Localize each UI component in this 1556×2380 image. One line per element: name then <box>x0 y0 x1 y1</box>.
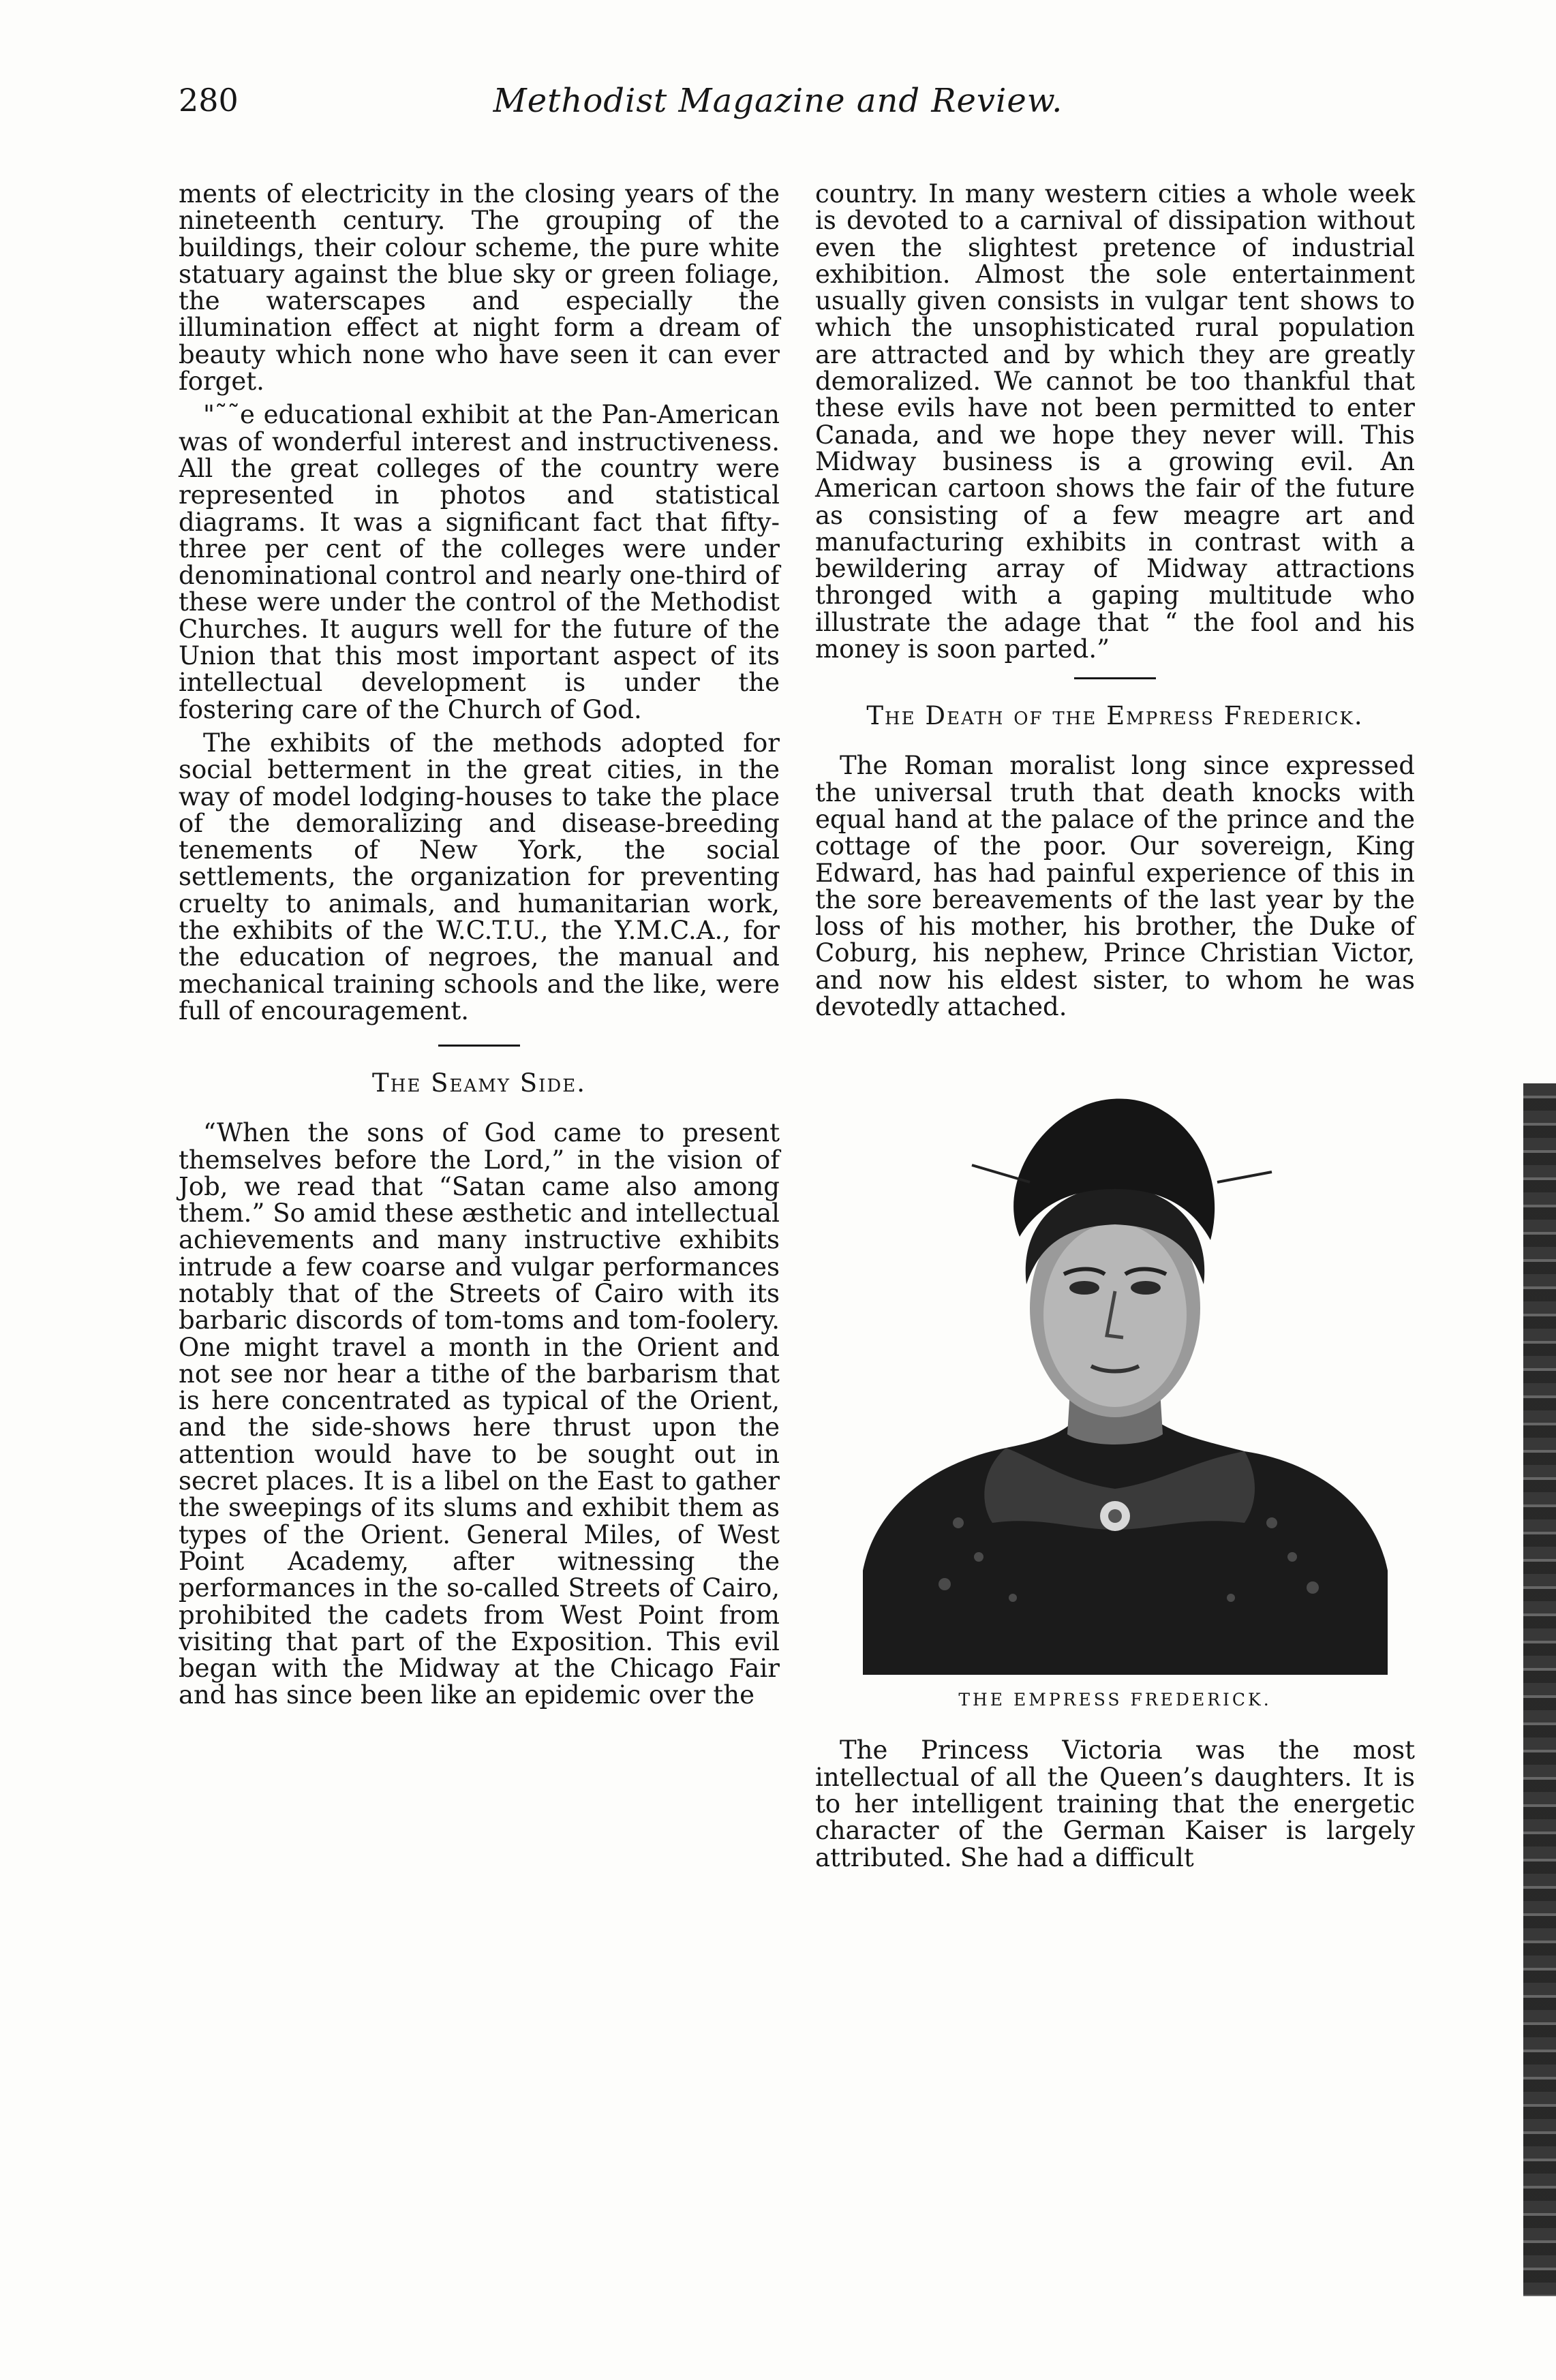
section-title-empress-frederick: The Death of the Empress Frederick. <box>866 701 1364 731</box>
page-number: 280 <box>179 82 239 119</box>
section-divider <box>438 1045 520 1047</box>
running-title: Methodist Magazine and Review. <box>493 82 1063 120</box>
paragraph-seamy-side: “When the sons of God came to present themselves before the Lord,” in the vision of Job, we read that “Satan came also among them.” So amid these æsthetic and intellectual achievements and many instructive exhibits intrude a few coarse and vulgar performances notably that of the Streets of Cairo with its barbaric discords of tom-toms and tom-foolery. One might travel a month in the Orient and not see nor hear a tithe of the barbarism that is here concentrated as typical of the Orient, and the side-shows here thrust upon the attention would have to be sought out in secret places. It is a libel on the East to gather the sweepings of its slums and exhibit them as types of the Orient. General Miles, of West Point Academy, after witnessing the performances in the so-called Streets of Cairo, prohibited the cadets from West Point from visiting that part of the Exposition. This evil began with the Midway at the Chicago Fair and has since been like an epidemic over the <box>179 1118 780 1710</box>
section-divider <box>1074 677 1156 679</box>
page-edge-shadow <box>1523 1083 1556 2296</box>
paragraph-electricity: ments of electricity in the closing years of the nineteenth century. The grouping of the buildings, their colour scheme, the pure white statuary against the blue sky or green foliage, the waterscapes and especially the illumination effect at night form a dream of beauty which none who have seen it can ever forget. <box>179 179 780 397</box>
paragraph-midway-country: country. In many western cities a whole week is devoted to a carnival of dissipation without even the slightest pretence of industrial exhibition. Almost the sole entertainment usually given consists in vulgar tent shows to which the unsophisticated rural population are attracted and by which they are greatly demoralized. We cannot be too thankful that these evils have not been permitted to enter Canada, and we hope they never will. This Midway business is a growing evil. An American cartoon shows the fair of the future as consisting of a few meagre art and manufacturing exhibits in contrast with a bewildering array of Midway attractions thronged with a gaping multitude who illustrate the adage that “ the fool and his money is soon parted.” <box>815 179 1415 664</box>
paragraph-princess-victoria: The Princess Victoria was the most intellectual of all the Queen’s daughters. It is to her intelligent training that the energetic character of the German Kaiser is largely attributed. She had a difficult <box>815 1735 1415 1872</box>
page-header <box>179 82 1377 143</box>
left-column <box>179 181 780 1716</box>
paragraph-social-betterment: The exhibits of the methods adopted for social betterment in the great cities, in the way of model lodging-houses to take the place of the demoralizing and disease-breeding tenements of New York, the social settlements, the organization for preventing cruelty to animals, and humanitarian work, the exhibits of the W.C.T.U., the Y.M.C.A., for the education of negroes, the manual and mechanical training schools and the like, were full of encouragement. <box>179 728 780 1025</box>
paragraph-educational-exhibit: "˜˜e educational exhibit at the Pan-American was of wonderful interest and instructiveness. All the great colleges of the country were represented in photos and statistical diagrams. It was a significant fact that fifty-three per cent of the colleges were under denominational control and nearly one-third of these were under the control of the Methodist Churches. It augurs well for the future of the Union that this most important aspect of its intellectual development is under the fostering care of the Church of God. <box>179 400 780 724</box>
right-column <box>815 181 1415 1878</box>
section-title-seamy-side: The Seamy Side. <box>372 1068 586 1098</box>
empress-frederick-portrait <box>836 1080 1394 1675</box>
paragraph-roman-moralist: The Roman moralist long since expressed the universal truth that death knocks with equal hand at the palace of the prince and the cottage of the poor. Our sovereign, King Edward, has had painful experience of this in the sore bereavements of the last year by the loss of his mother, his brother, the Duke of Coburg, his nephew, Prince Christian Victor, and now his eldest sister, to whom he was devotedly attached. <box>815 751 1415 1022</box>
portrait-caption: THE EMPRESS FREDERICK. <box>958 1690 1272 1710</box>
